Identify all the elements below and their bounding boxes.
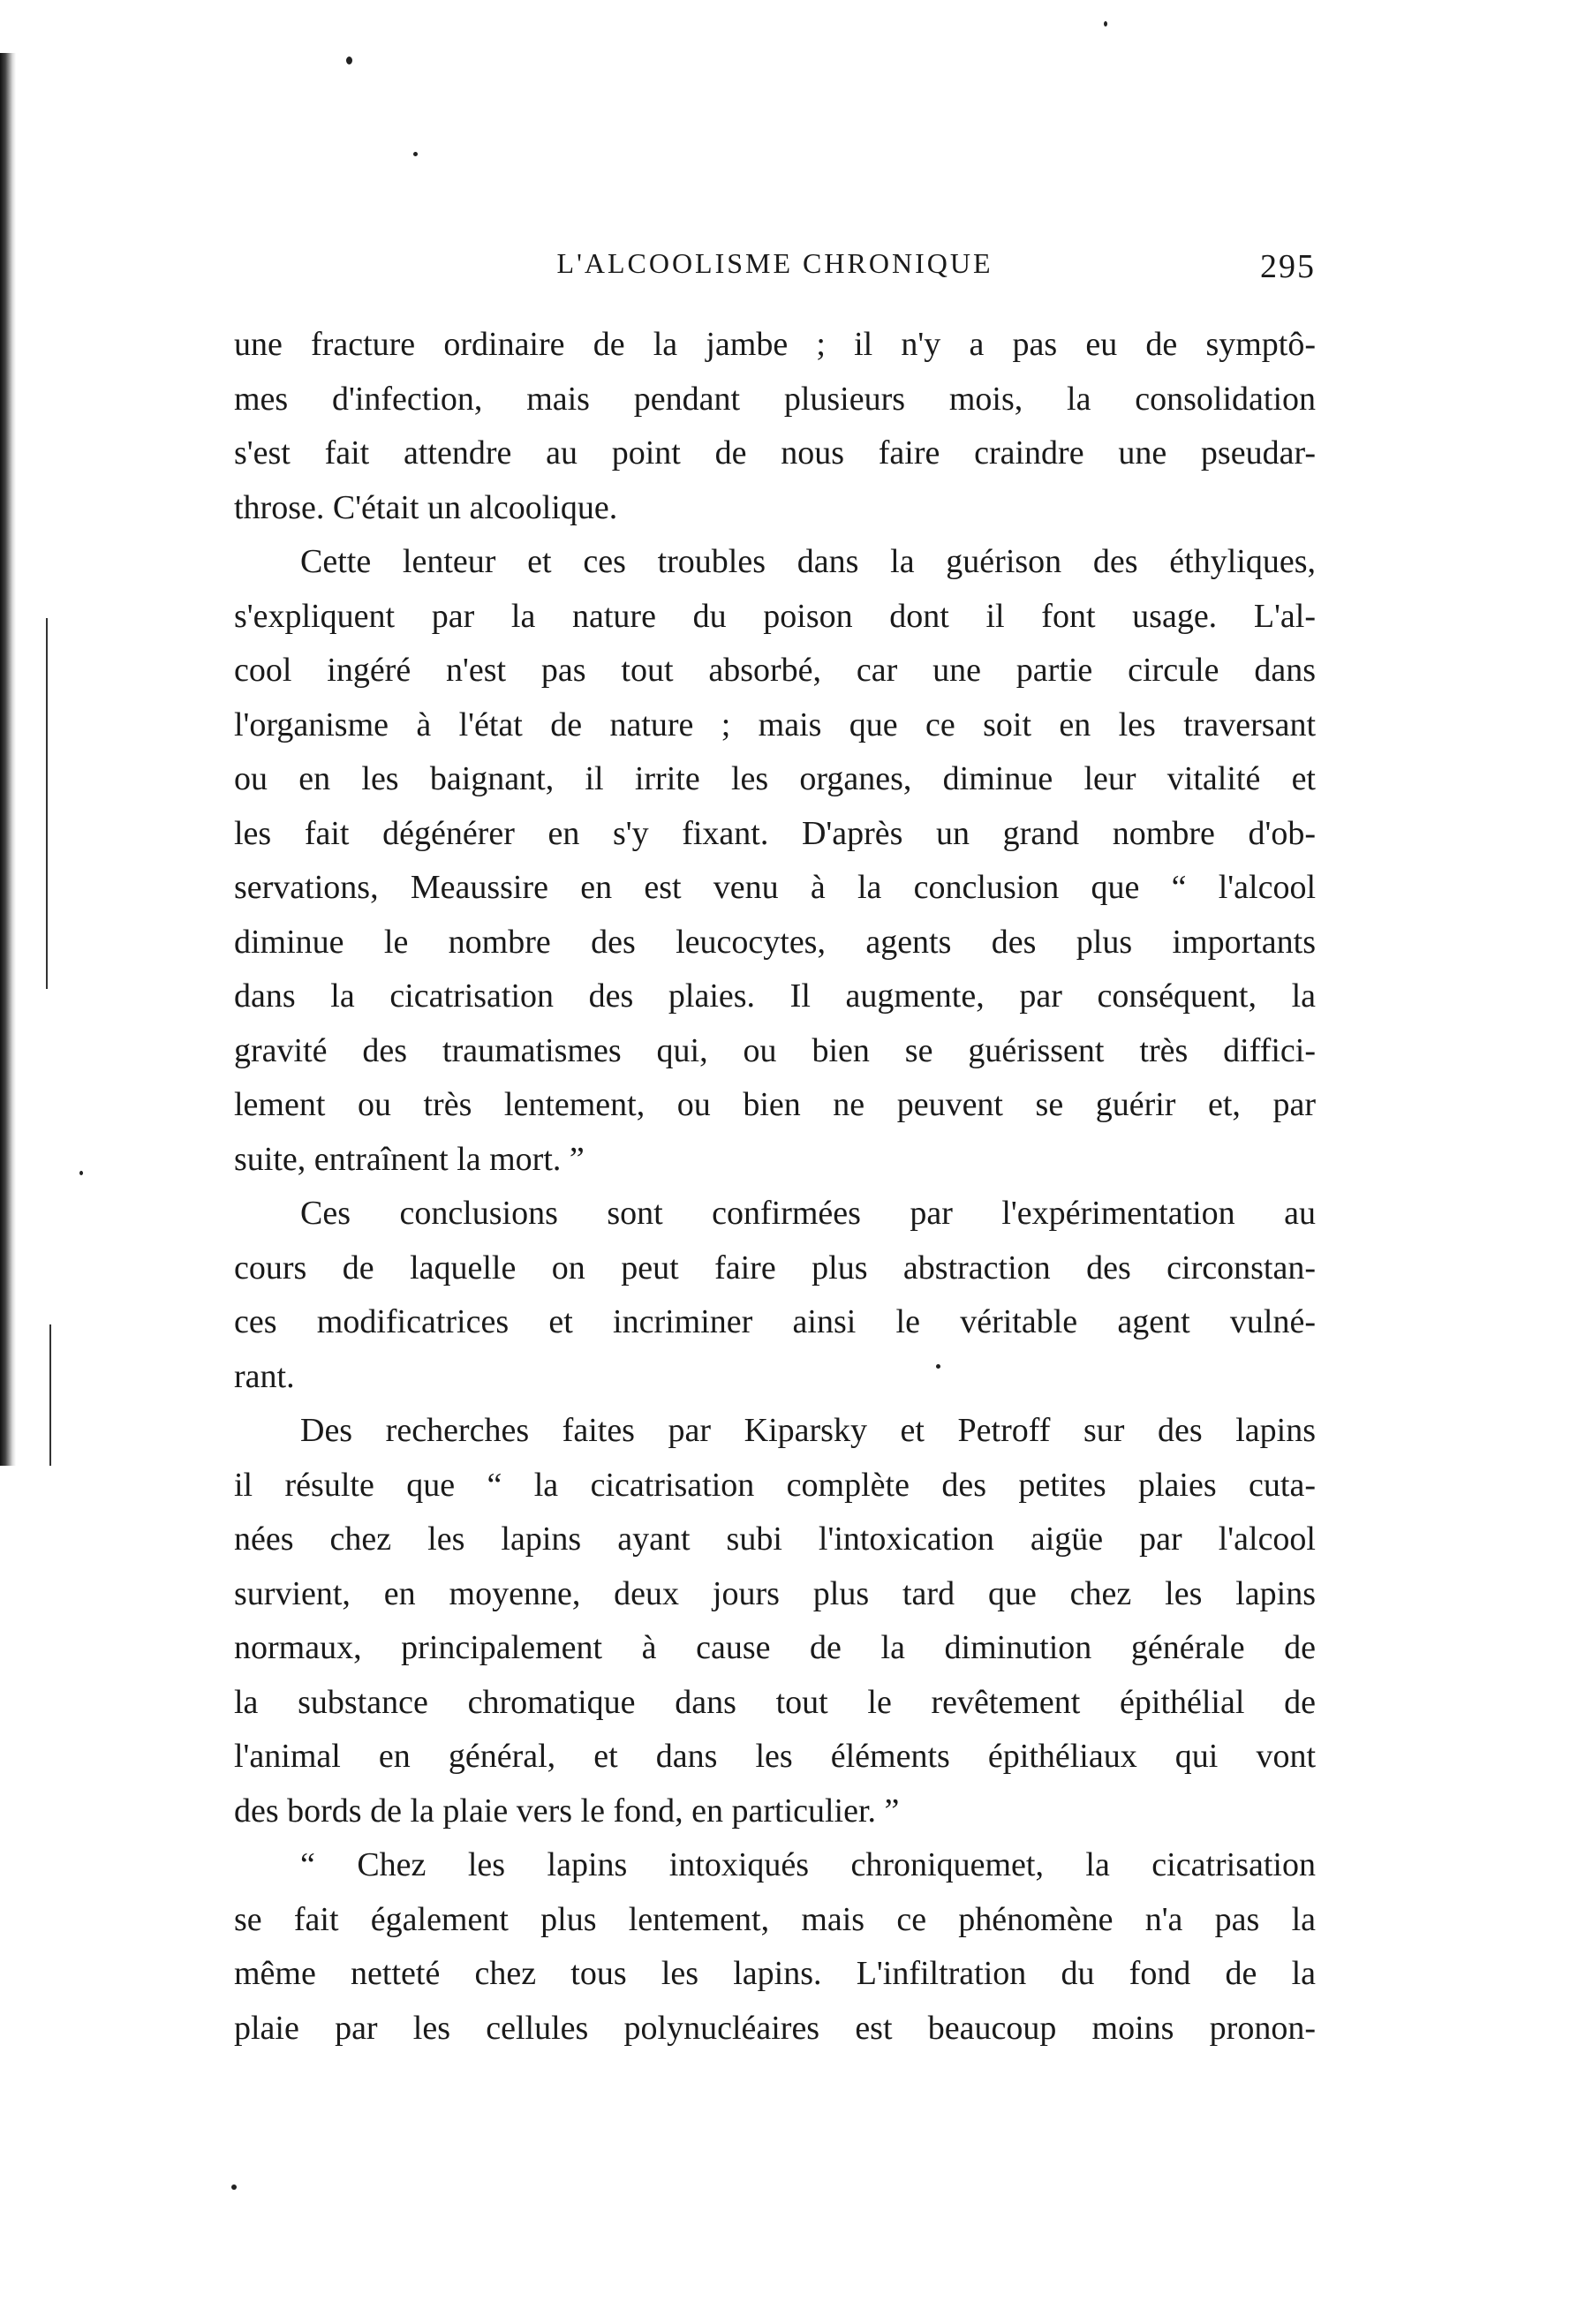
text-line: se fait également plus lentement, mais ce phénomène n'a pas la (234, 1900, 1316, 1938)
text-line: des bords de la plaie vers le fond, en particulier. ” (234, 1792, 900, 1830)
text-line: s'expliquent par la nature du poison dont il font usage. L'al- (234, 597, 1316, 635)
running-title: L'ALCOOLISME CHRONIQUE (556, 247, 993, 279)
text-line: la substance chromatique dans tout le revêtement épithélial de (234, 1683, 1316, 1721)
text-line: il résulte que “ la cicatrisation complète des petites plaies cuta- (234, 1466, 1316, 1504)
scan-margin-line (46, 618, 48, 989)
scan-margin-line (49, 1324, 51, 1466)
text-line: l'animal en général, et dans les éléments épithéliaux qui vont (234, 1738, 1316, 1775)
text-line: cool ingéré n'est pas tout absorbé, car une partie circule dans (234, 652, 1316, 689)
text-line: cours de laquelle on peut faire plus abstraction des circonstan- (234, 1249, 1316, 1286)
scan-speck (346, 57, 352, 64)
text-line: gravité des traumatismes qui, ou bien se guérissent très diffici- (234, 1031, 1316, 1069)
text-line: dans la cicatrisation des plaies. Il augmente, par conséquent, la (234, 977, 1316, 1015)
text-line: “ Chez les lapins intoxiqués chroniquemet, la cicatrisation (300, 1846, 1316, 1883)
text-line: mes d'infection, mais pendant plusieurs mois, la consolidation (234, 380, 1316, 418)
text-line: nées chez les lapins ayant subi l'intoxication aigüe par l'alcool (234, 1520, 1316, 1558)
text-line: Cette lenteur et ces troubles dans la guérison des éthyliques, (300, 543, 1316, 580)
text-line: suite, entraînent la mort. ” (234, 1140, 585, 1178)
page-text (234, 318, 1316, 2056)
page-number: 295 (1260, 248, 1316, 285)
scan-speck (231, 2184, 237, 2190)
text-line: l'organisme à l'état de nature ; mais que ce soit en les traversant (234, 706, 1316, 743)
text-line: même netteté chez tous les lapins. L'infiltration du fond de la (234, 1955, 1316, 1992)
text-line: les fait dégénérer en s'y fixant. D'après un grand nombre d'ob- (234, 814, 1316, 852)
text-line: ou en les baignant, il irrite les organes, diminue leur vitalité et (234, 760, 1316, 797)
text-line: Ces conclusions sont confirmées par l'expérimentation au (300, 1195, 1316, 1232)
text-line: throse. C'était un alcoolique. (234, 488, 618, 526)
text-line: s'est fait attendre au point de nous faire craindre une pseudar- (234, 434, 1316, 472)
text-line: normaux, principalement à cause de la diminution générale de (234, 1629, 1316, 1666)
text-line: servations, Meaussire en est venu à la conclusion que “ l'alcool (234, 869, 1316, 906)
text-line: survient, en moyenne, deux jours plus tard que chez les lapins (234, 1574, 1316, 1612)
scan-speck (79, 1171, 83, 1175)
text-line: ces modificatrices et incriminer ainsi le véritable agent vulné- (234, 1303, 1316, 1340)
text-line: Des recherches faites par Kiparsky et Petroff sur des lapins (300, 1412, 1316, 1449)
text-line: rant. (234, 1357, 295, 1395)
text-line: plaie par les cellules polynucléaires est beaucoup moins pronon- (234, 2009, 1316, 2047)
scan-binding-shadow (0, 53, 16, 1466)
scan-speck (1104, 21, 1107, 26)
running-head (234, 247, 1316, 291)
scan-speck (413, 152, 418, 156)
text-line: lement ou très lentement, ou bien ne peuvent se guérir et, par (234, 1086, 1316, 1123)
text-line: diminue le nombre des leucocytes, agents des plus importants (234, 923, 1316, 961)
text-line: une fracture ordinaire de la jambe ; il n'y a pas eu de symptô- (234, 326, 1316, 363)
